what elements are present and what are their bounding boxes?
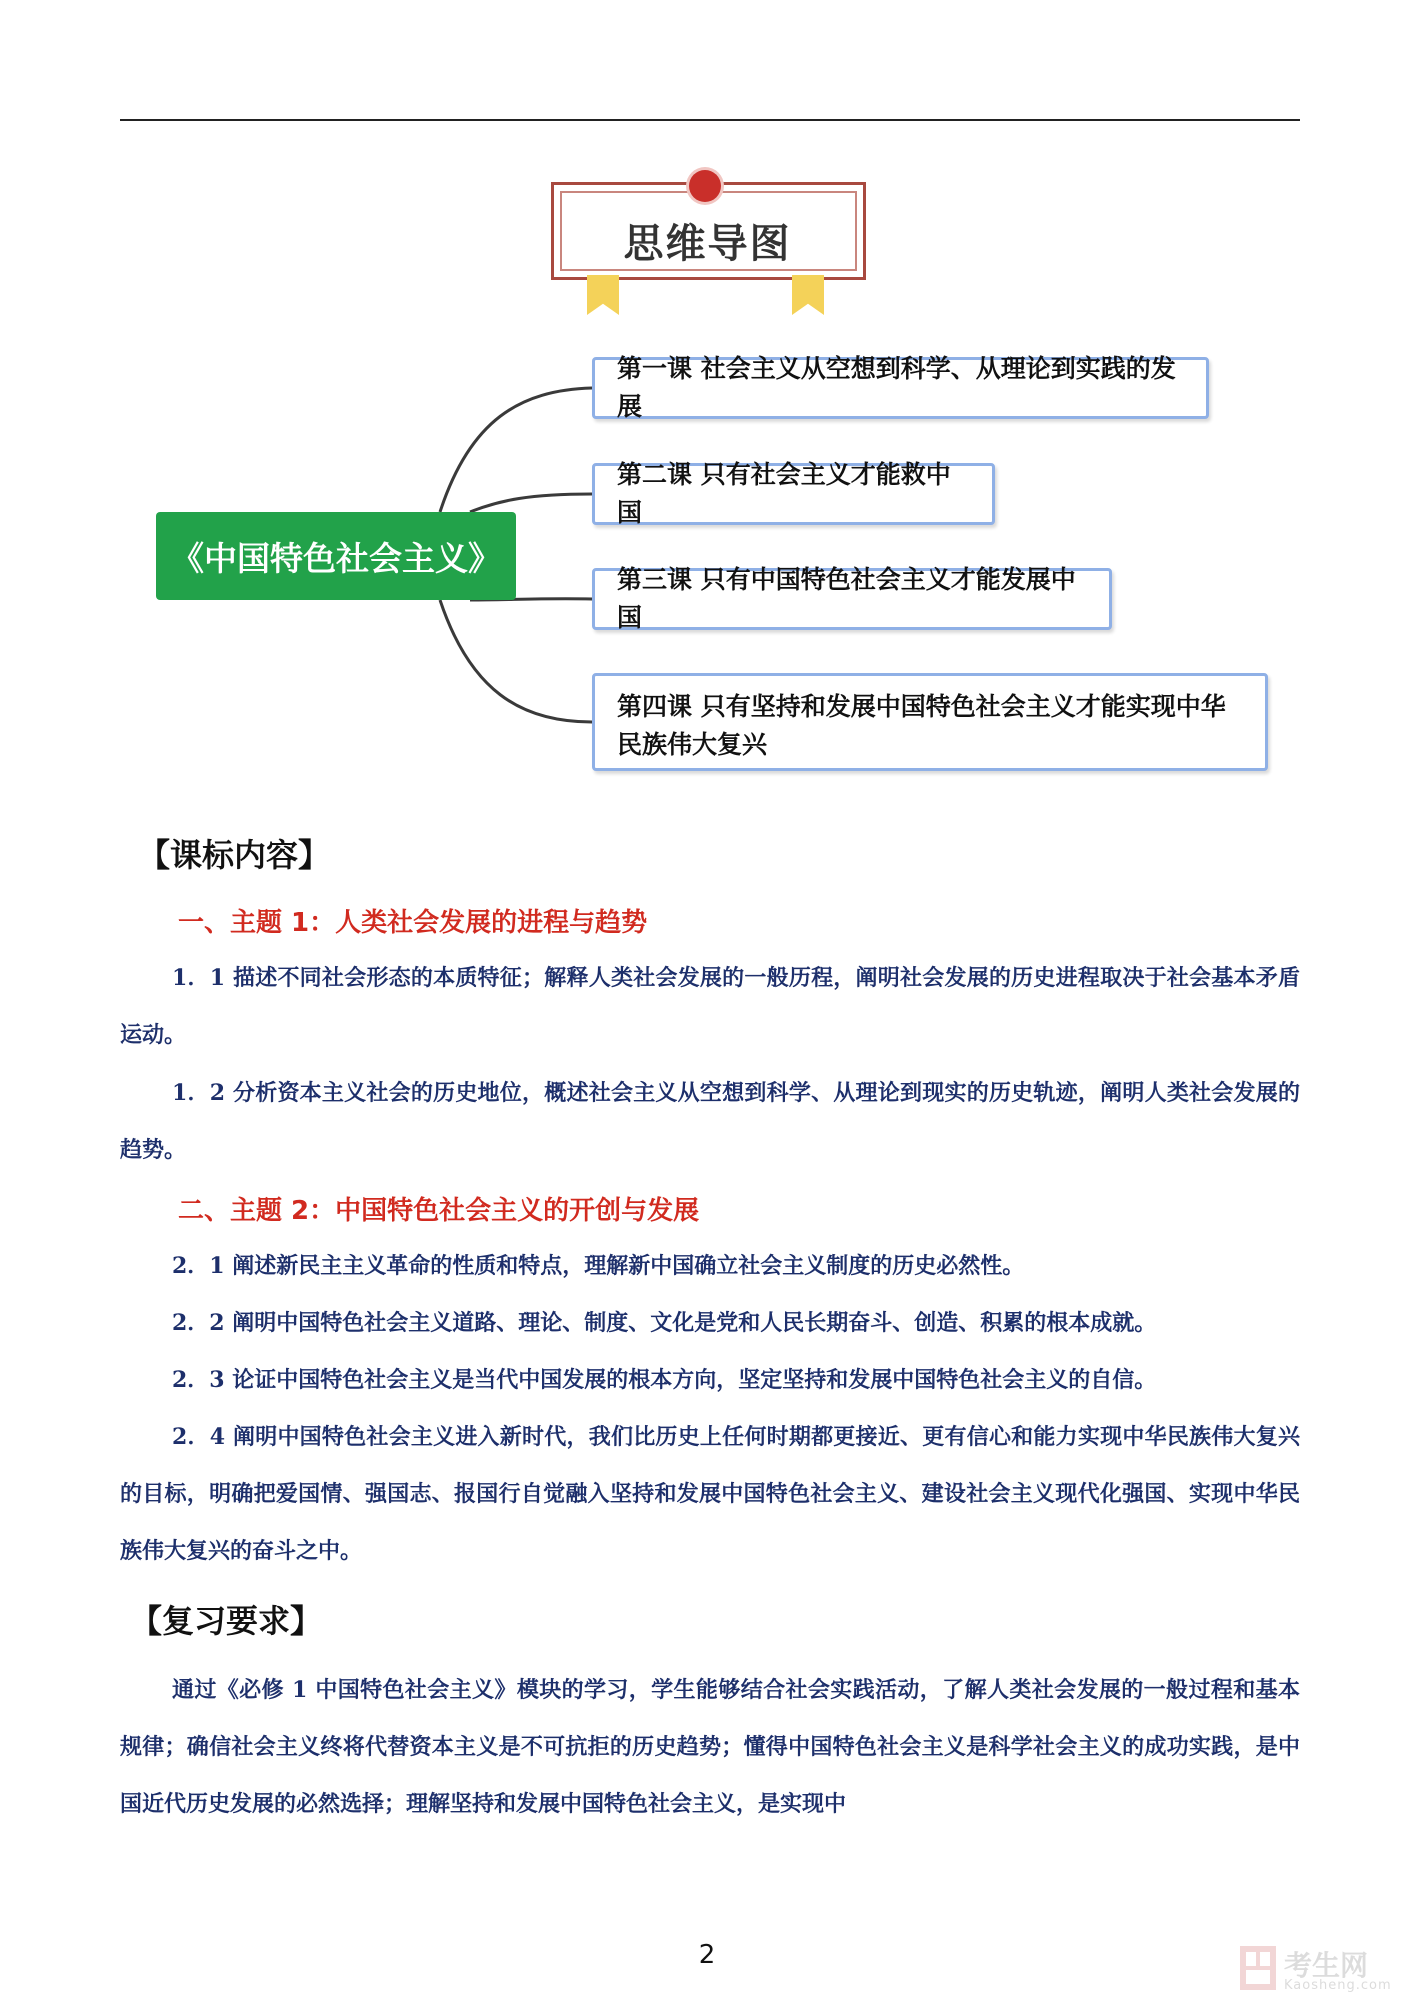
curriculum-item-2-2: 2．2 阐明中国特色社会主义道路、理论、制度、文化是党和人民长期奋斗、创造、积累的根本成就。 xyxy=(172,1310,1157,1336)
mindmap-branch-1: 第一课 社会主义从空想到科学、从理论到实践的发展 xyxy=(592,357,1209,419)
review-paragraph: 通过《必修 1 中国特色社会主义》模块的学习，学生能够结合社会实践活动，了解人类社会发展的一般过程和基本规律；确信社会主义终将代替资本主义是不可抗拒的历史趋势；懂得中国特色社会主义是科学社会主义的成功实践，是中国近代历史发展的必然选择；理解坚持和发展中国特色社会主义，是实现中 xyxy=(120,1677,1300,1817)
curriculum-item-1-2: 1．2 分析资本主义社会的历史地位，概述社会主义从空想到科学、从理论到现实的历史轨迹，阐明人类社会发展的趋势。 xyxy=(120,1080,1300,1163)
curriculum-heading: 【课标内容】 xyxy=(138,836,331,874)
connector-2 xyxy=(470,494,592,512)
topic-2-heading: 二、主题 2：中国特色社会主义的开创与发展 xyxy=(178,1196,700,1226)
curriculum-item-2-3: 2．3 论证中国特色社会主义是当代中国发展的根本方向，坚定坚持和发展中国特色社会主义的自信。 xyxy=(172,1367,1157,1393)
review-heading: 【复习要求】 xyxy=(130,1602,323,1640)
curriculum-item-2-1: 2．1 阐述新民主主义革命的性质和特点，理解新中国确立社会主义制度的历史必然性。 xyxy=(172,1253,1025,1279)
curriculum-item-2-4: 2．4 阐明中国特色社会主义进入新时代，我们比历史上任何时期都更接近、更有信心和能力实现中华民族伟大复兴的目标，明确把爱国情、强国志、报国行自觉融入坚持和发展中国特色社会主义、建设社会主义现代化强国、实现中华民族伟大复兴的奋斗之中。 xyxy=(120,1424,1300,1564)
mindmap-branch-2: 第二课 只有社会主义才能救中国 xyxy=(592,463,995,525)
watermark-text: 考生网 xyxy=(1284,1949,1369,1982)
connector-4 xyxy=(440,600,592,722)
watermark-subtext: Kaosheng.com xyxy=(1284,1978,1392,1993)
topic-1-heading: 一、主题 1：人类社会发展的进程与趋势 xyxy=(178,908,648,938)
mindmap-branch-3: 第三课 只有中国特色社会主义才能发展中国 xyxy=(592,568,1112,630)
mindmap-root: 《中国特色社会主义》 xyxy=(156,512,516,600)
page-number: 2 xyxy=(698,1940,716,1970)
watermark xyxy=(1240,1942,1400,1998)
mindmap-title: 思维导图 xyxy=(623,221,792,267)
curriculum-item-1-1: 1．1 描述不同社会形态的本质特征；解释人类社会发展的一般历程，阐明社会发展的历史进程取决于社会基本矛盾运动。 xyxy=(120,965,1300,1048)
watermark-logo-icon xyxy=(1240,1946,1276,1990)
mindmap-branch-4: 第四课 只有坚持和发展中国特色社会主义才能实现中华民族伟大复兴 xyxy=(592,673,1268,771)
